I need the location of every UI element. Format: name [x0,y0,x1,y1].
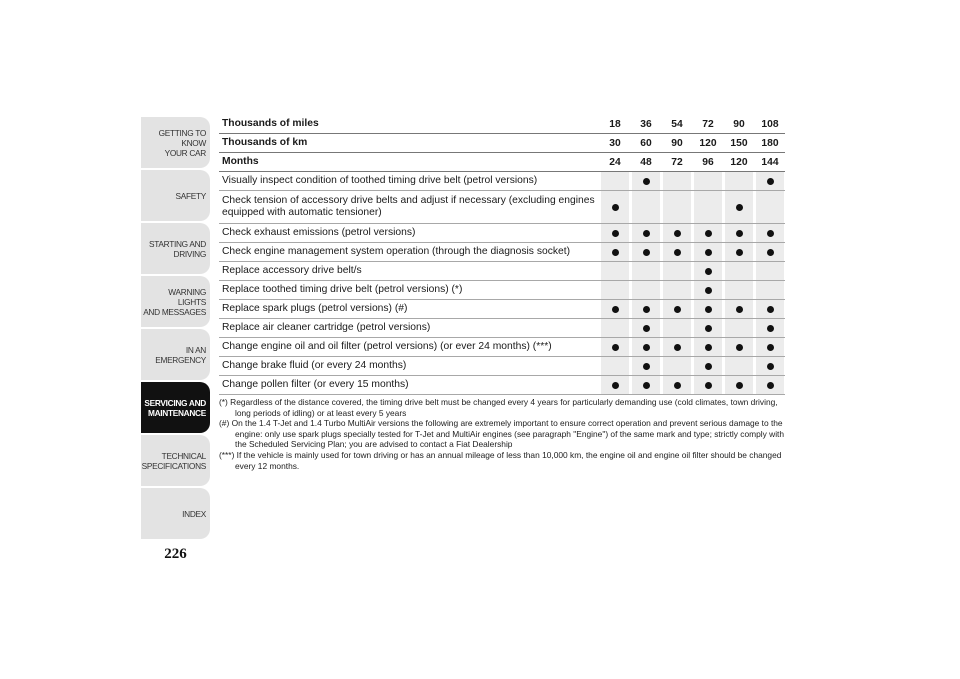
schedule-cell [756,281,784,299]
scheduled-dot-icon [612,306,619,313]
scheduled-dot-icon [705,344,712,351]
schedule-cell [663,224,691,242]
chapter-tab[interactable]: GETTING TO KNOW YOUR CAR [141,117,210,168]
interval-value: 96 [702,156,714,168]
interval-value: 72 [671,156,683,168]
task-row [219,376,785,395]
scheduled-dot-icon [767,382,774,389]
schedule-cell [663,376,691,394]
chapter-tab[interactable]: SERVICING AND MAINTENANCE [141,382,210,433]
task-row [219,243,785,262]
footnotes [219,397,785,471]
interval-value: 108 [761,118,779,130]
schedule-cell [663,243,691,261]
chapter-tab[interactable]: IN AN EMERGENCY [141,329,210,380]
task-row [219,319,785,338]
task-label: Check engine management system operation (through the diagnosis socket) [222,245,571,257]
schedule-cell [725,300,753,318]
schedule-cell [725,262,753,280]
task-row [219,191,785,224]
scheduled-dot-icon [643,178,650,185]
scheduled-dot-icon [736,249,743,256]
task-label: Check exhaust emissions (petrol versions) [222,226,416,238]
schedule-cell [725,357,753,375]
schedule-cell [663,300,691,318]
scheduled-dot-icon [767,230,774,237]
schedule-cell [756,243,784,261]
scheduled-dot-icon [674,249,681,256]
scheduled-dot-icon [736,230,743,237]
header-row [219,153,785,172]
task-row [219,300,785,319]
schedule-cell [694,262,722,280]
header-row [219,115,785,134]
scheduled-dot-icon [767,249,774,256]
scheduled-dot-icon [736,382,743,389]
schedule-cell [694,376,722,394]
task-label: Replace spark plugs (petrol versions) (#) [222,302,408,314]
header-row [219,134,785,153]
scheduled-dot-icon [705,382,712,389]
task-label: Replace air cleaner cartridge (petrol versions) [222,321,431,333]
schedule-cell [756,319,784,337]
scheduled-dot-icon [767,363,774,370]
task-label: Visually inspect condition of toothed timing drive belt (petrol versions) [222,174,538,186]
scheduled-dot-icon [736,306,743,313]
schedule-cell [725,319,753,337]
interval-value: 72 [702,118,714,130]
schedule-cell [632,357,660,375]
schedule-cell [663,338,691,356]
scheduled-dot-icon [705,287,712,294]
schedule-cell [694,224,722,242]
interval-value: 150 [730,137,748,149]
schedule-cell [663,319,691,337]
schedule-cell [756,357,784,375]
schedule-cell [632,262,660,280]
task-row [219,281,785,300]
schedule-cell [663,281,691,299]
chapter-tab[interactable]: STARTING AND DRIVING [141,223,210,274]
scheduled-dot-icon [736,344,743,351]
schedule-cell [725,376,753,394]
scheduled-dot-icon [705,363,712,370]
scheduled-dot-icon [612,382,619,389]
schedule-cell [632,172,660,190]
footnote: (***) If the vehicle is mainly used for town driving or has an annual mileage of less than 10,000 km, the engine oil and engine oil filter should be changed every 12 months. [219,449,782,471]
task-row [219,172,785,191]
task-label: Replace accessory drive belt/s [222,264,362,276]
schedule-cell [694,243,722,261]
schedule-cell [601,281,629,299]
scheduled-dot-icon [767,325,774,332]
scheduled-dot-icon [612,204,619,211]
chapter-tab[interactable]: TECHNICAL SPECIFICATIONS [141,435,210,486]
maintenance-schedule-table [219,115,785,395]
schedule-cell [725,281,753,299]
interval-value: 120 [699,137,717,149]
interval-value: 60 [640,137,652,149]
task-row [219,338,785,357]
schedule-cell [756,338,784,356]
interval-value: 24 [609,156,621,168]
schedule-cell [725,191,753,223]
schedule-cell [601,376,629,394]
interval-value: 18 [609,118,621,130]
schedule-cell [601,243,629,261]
schedule-cell [632,300,660,318]
interval-value: 54 [671,118,683,130]
interval-value: 30 [609,137,621,149]
header-label: Thousands of miles [222,117,319,129]
schedule-cell [632,281,660,299]
scheduled-dot-icon [705,249,712,256]
scheduled-dot-icon [643,325,650,332]
schedule-cell [756,300,784,318]
scheduled-dot-icon [705,268,712,275]
schedule-cell [694,281,722,299]
scheduled-dot-icon [643,249,650,256]
scheduled-dot-icon [705,306,712,313]
interval-value: 120 [730,156,748,168]
scheduled-dot-icon [674,306,681,313]
chapter-tab[interactable]: WARNING LIGHTS AND MESSAGES [141,276,210,327]
header-label: Months [222,155,259,167]
schedule-cell [694,338,722,356]
chapter-tab[interactable]: INDEX [141,488,210,539]
task-label: Change brake fluid (or every 24 months) [222,359,407,371]
schedule-cell [756,376,784,394]
scheduled-dot-icon [767,178,774,185]
scheduled-dot-icon [736,204,743,211]
task-row [219,357,785,376]
scheduled-dot-icon [612,249,619,256]
schedule-cell [632,243,660,261]
chapter-tab[interactable]: SAFETY [141,170,210,221]
scheduled-dot-icon [612,230,619,237]
scheduled-dot-icon [674,382,681,389]
interval-value: 36 [640,118,652,130]
schedule-cell [694,191,722,223]
schedule-cell [601,319,629,337]
schedule-cell [601,338,629,356]
schedule-cell [756,262,784,280]
task-row [219,262,785,281]
schedule-cell [632,191,660,223]
schedule-cell [725,224,753,242]
footnote: (*) Regardless of the distance covered, the timing drive belt must be changed every 4 years for particularly demanding use (cold climates, town driving, long periods of idling) or at least every 5 years [219,397,778,418]
scheduled-dot-icon [612,344,619,351]
schedule-cell [725,172,753,190]
schedule-cell [601,224,629,242]
scheduled-dot-icon [643,382,650,389]
header-label: Thousands of km [222,136,308,148]
schedule-cell [663,357,691,375]
schedule-cell [632,338,660,356]
scheduled-dot-icon [674,230,681,237]
task-label: Replace toothed timing drive belt (petrol versions) (*) [222,283,463,295]
scheduled-dot-icon [643,344,650,351]
schedule-cell [725,338,753,356]
scheduled-dot-icon [643,363,650,370]
interval-value: 48 [640,156,652,168]
schedule-cell [663,191,691,223]
schedule-cell [632,376,660,394]
schedule-cell [756,172,784,190]
interval-value: 180 [761,137,779,149]
schedule-cell [694,357,722,375]
scheduled-dot-icon [643,230,650,237]
task-label: Change pollen filter (or every 15 months) [222,378,409,390]
schedule-cell [601,172,629,190]
task-label: Check tension of accessory drive belts and adjust if necessary (excluding engines equipped with automatic tensioner) [222,194,595,218]
schedule-cell [632,224,660,242]
schedule-cell [601,262,629,280]
task-row [219,224,785,243]
scheduled-dot-icon [767,344,774,351]
schedule-cell [632,319,660,337]
interval-value: 144 [761,156,779,168]
schedule-cell [756,224,784,242]
schedule-cell [663,262,691,280]
schedule-cell [694,319,722,337]
task-label: Change engine oil and oil filter (petrol versions) (or ever 24 months) (***) [222,340,552,352]
schedule-cell [725,243,753,261]
scheduled-dot-icon [674,344,681,351]
scheduled-dot-icon [705,230,712,237]
footnote: (#) On the 1.4 T-Jet and 1.4 Turbo MultiAir versions the following are extremely important to ensure correct operation and prevent serious damage to the engine: only use spark plugs specially tested for T-Jet and MultiAir engines (see paragraph "Engine") of the same mark and type; strictly comply with the Scheduled Servicing Plan; you are advised to contact a Fiat Dealership [219,418,785,450]
interval-value: 90 [733,118,745,130]
schedule-cell [694,300,722,318]
schedule-cell [601,300,629,318]
page-number: 226 [164,546,187,562]
schedule-cell [694,172,722,190]
schedule-cell [601,357,629,375]
scheduled-dot-icon [705,325,712,332]
schedule-cell [601,191,629,223]
chapter-tabs [141,117,210,541]
schedule-cell [663,172,691,190]
scheduled-dot-icon [767,306,774,313]
interval-value: 90 [671,137,683,149]
scheduled-dot-icon [643,306,650,313]
schedule-cell [756,191,784,223]
